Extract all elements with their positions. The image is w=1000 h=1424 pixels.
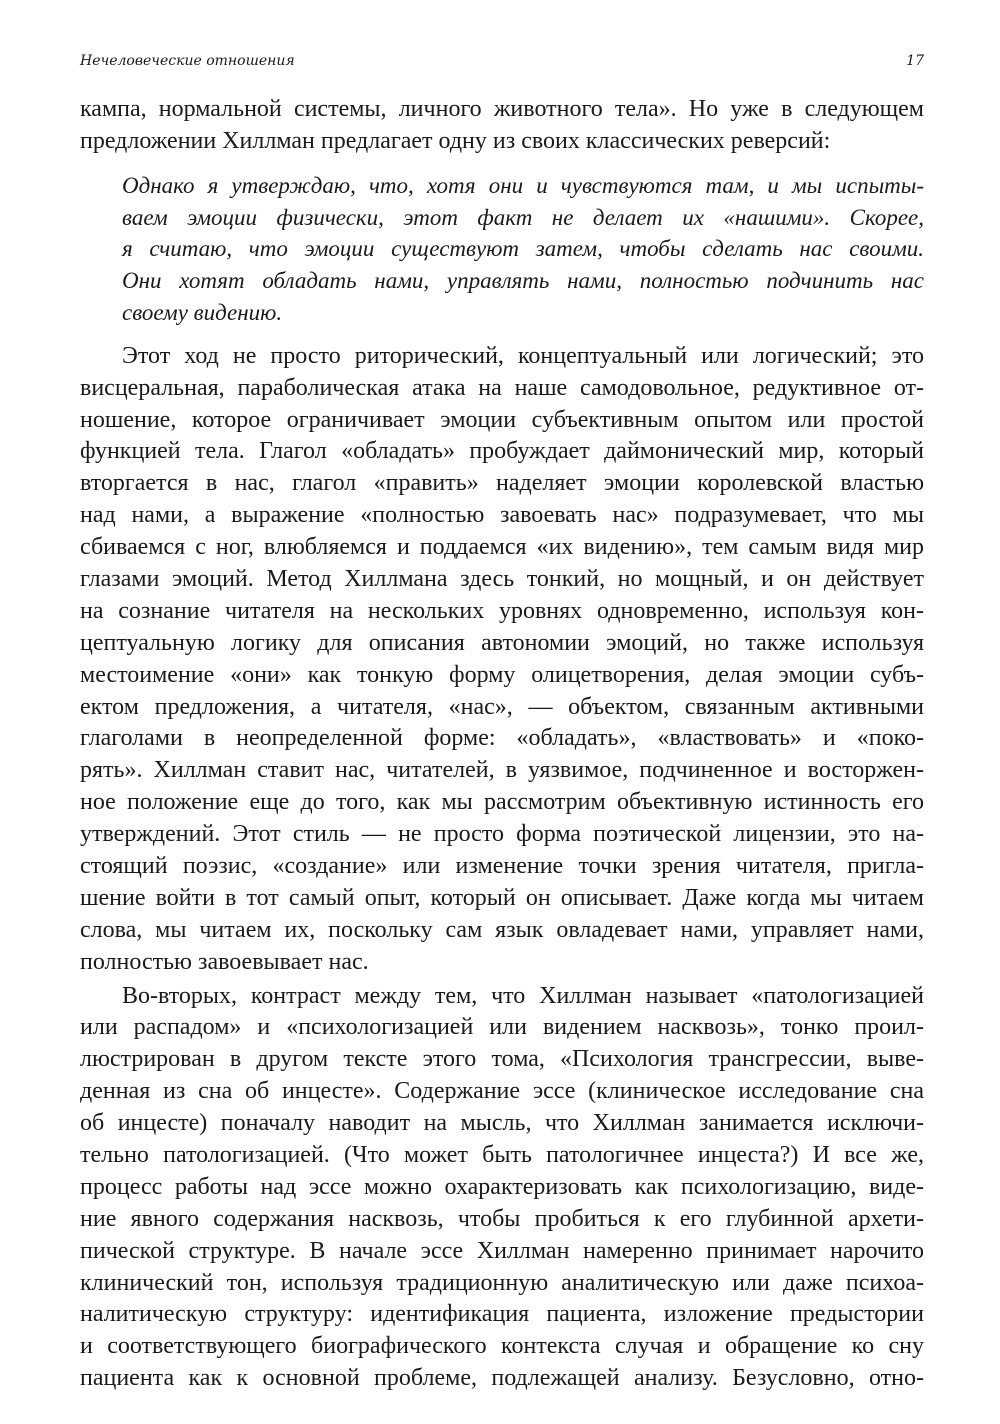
page-number: 17: [906, 53, 924, 69]
text-line: или распадом» и «психологизацией или видением насквозь», тонко проил-: [80, 1014, 924, 1041]
quote-line: я считаю, что эмоции существуют затем, чтобы сделать нас своими.: [122, 236, 924, 262]
body-text: [80, 94, 924, 1395]
block-quote: [80, 170, 924, 329]
text-line: местоимение «они» как тонкую форму олицетворения, делая эмоции субъ-: [80, 661, 924, 688]
text-line: ние явного содержания насквозь, чтобы пробиться к его глубинной архети-: [80, 1205, 924, 1232]
running-title: Нечеловеческие отношения: [80, 53, 295, 69]
text-line: шение войти в тот самый опыт, который он описывает. Даже когда мы читаем: [80, 884, 924, 911]
text-line: стоящий поэзис, «создание» или изменение точки зрения читателя, пригла-: [80, 853, 924, 880]
text-line: ное положение еще до того, как мы рассмотрим объективную истинность его: [80, 789, 924, 816]
quote-line: Однако я утверждаю, что, хотя они и чувствуются там, и мы испыты-: [122, 172, 924, 198]
text-line: висцеральная, параболическая атака на наше самодовольное, редуктивное от-: [80, 374, 924, 401]
running-head: [80, 50, 924, 72]
text-line: пической структуре. В начале эссе Хиллман намеренно принимает нарочито: [80, 1237, 924, 1264]
text-line: глазами эмоций. Метод Хиллмана здесь тонкий, но мощный, и он действует: [80, 566, 924, 592]
text-line: процесс работы над эссе можно охарактеризовать как психологизацию, виде-: [80, 1173, 924, 1200]
text-line: слова, мы читаем их, поскольку сам язык овладевает нами, управляет нами,: [80, 916, 924, 943]
text-line: полностью завоевывает нас.: [80, 948, 369, 975]
text-line: денная из сна об инцесте». Содержание эссе (клиническое исследование сна: [80, 1078, 924, 1105]
paragraph-2: [80, 981, 924, 1396]
text-line: Этот ход не просто риторический, концептуальный или логический; это: [122, 342, 924, 369]
quote-line: ваем эмоции физически, этот факт не делает их «нашими». Скорее,: [122, 204, 924, 230]
text-line: рять». Хиллман ставит нас, читателей, в уязвимое, подчиненное и восторжен-: [80, 757, 924, 784]
text-line: ектом предложения, а читателя, «нас», — объектом, связанным активными: [80, 693, 924, 720]
text-line: функцией тела. Глагол «обладать» пробуждает даймонический мир, который: [80, 438, 924, 465]
text-line: тельно патологизацией. (Что может быть патологичнее инцеста?) И все же,: [80, 1142, 924, 1169]
text-line: ношение, которое ограничивает эмоции субъективным опытом или простой: [80, 406, 924, 433]
text-line: на сознание читателя на нескольких уровнях одновременно, используя кон-: [80, 597, 924, 624]
text-line: об инцесте) поначалу наводит на мысль, что Хиллман занимается исключи-: [80, 1110, 924, 1137]
text-line: Во-вторых, контраст между тем, что Хиллман называет «патологизацией: [122, 982, 924, 1009]
text-line: над нами, а выражение «полностью завоевать нас» подразумевает, что мы: [80, 502, 924, 529]
text-line: люстрирован в другом тексте этого тома, «Психология трансгрессии, выве-: [80, 1046, 924, 1073]
text-line: пациента как к основной проблеме, подлежащей анализу. Безусловно, отно-: [80, 1365, 924, 1392]
text-line: предложении Хиллман предлагает одну из своих классических реверсий:: [80, 127, 831, 154]
quote-line: Они хотят обладать нами, управлять нами, полностью подчинить нас: [122, 268, 924, 294]
text-line: кампа, нормальной системы, личного животного тела». Но уже в следующем: [80, 96, 924, 122]
text-line: сбиваемся с ног, влюбляемся и поддаемся «их видению», тем самым видя мир: [80, 534, 924, 561]
quote-line: своему видению.: [122, 299, 283, 325]
text-line: клинический тон, используя традиционную аналитическую или даже психоа-: [80, 1269, 924, 1296]
text-line: глаголами в неопределенной форме: «обладать», «властвовать» и «поко-: [80, 725, 924, 752]
opening-paragraph: [80, 94, 924, 158]
text-line: цептуальную логику для описания автономии эмоций, но также используя: [80, 629, 924, 656]
text-line: вторгается в нас, глагол «править» наделяет эмоции королевской властью: [80, 470, 924, 497]
text-line: и соответствующего биографического контекста случая и обращение ко сну: [80, 1333, 924, 1360]
paragraph-1: [80, 341, 924, 979]
text-line: налитическую структуру: идентификация пациента, изложение предыстории: [80, 1301, 924, 1328]
text-line: утверждений. Этот стиль — не просто форма поэтической лицензии, это на-: [80, 821, 924, 848]
